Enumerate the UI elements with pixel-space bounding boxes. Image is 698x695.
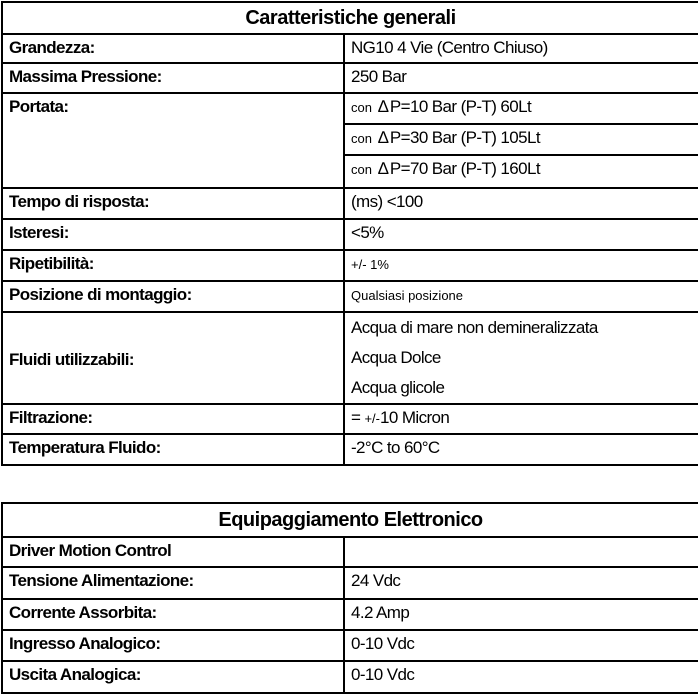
table-row xyxy=(2,250,698,281)
table-row xyxy=(2,567,698,599)
table-row xyxy=(2,404,698,434)
flow-text: P=10 Bar (P-T) 60Lt xyxy=(389,97,532,116)
row-label: Tempo di risposta: xyxy=(2,188,344,219)
table-row xyxy=(2,434,698,465)
row-value: 250 Bar xyxy=(344,63,698,93)
flow-prefix: con xyxy=(351,162,372,177)
general-characteristics-table xyxy=(1,1,698,466)
flow-prefix: con xyxy=(351,100,372,115)
row-label: Isteresi: xyxy=(2,219,344,250)
delta-symbol: ∆ xyxy=(378,97,388,116)
flow-line xyxy=(344,155,698,188)
table-row xyxy=(2,312,698,404)
flow-text: P=70 Bar (P-T) 160Lt xyxy=(389,159,540,178)
fluids-list xyxy=(344,312,698,404)
fluid-item: Acqua di mare non demineralizzata xyxy=(351,318,598,337)
table-row xyxy=(2,661,698,693)
row-value: Qualsiasi posizione xyxy=(344,281,698,312)
row-value: 4.2 Amp xyxy=(344,599,698,630)
flow-line xyxy=(344,124,698,155)
row-value xyxy=(344,404,698,434)
row-value: 0-10 Vdc xyxy=(344,661,698,693)
row-label: Uscita Analogica: xyxy=(2,661,344,693)
row-label: Posizione di montaggio: xyxy=(2,281,344,312)
table-row xyxy=(2,63,698,93)
table-row xyxy=(2,630,698,661)
flow-prefix: con xyxy=(351,131,372,146)
row-label: Ripetibilità: xyxy=(2,250,344,281)
row-label: Portata: xyxy=(2,93,344,188)
row-value: (ms) <100 xyxy=(344,188,698,219)
general-characteristics-title: Caratteristiche generali xyxy=(2,2,698,34)
row-label: Massima Pressione: xyxy=(2,63,344,93)
row-label: Driver Motion Control xyxy=(2,537,344,567)
row-value xyxy=(344,537,698,567)
filtration-value: 10 Micron xyxy=(380,408,450,427)
row-label: Ingresso Analogico: xyxy=(2,630,344,661)
filtration-tolerance: +/- xyxy=(364,411,380,426)
row-value: <5% xyxy=(344,219,698,250)
flow-text: P=30 Bar (P-T) 105Lt xyxy=(389,128,540,147)
row-label: Tensione Alimentazione: xyxy=(2,567,344,599)
row-value: NG10 4 Vie (Centro Chiuso) xyxy=(344,34,698,63)
row-label: Fluidi utilizzabili: xyxy=(2,312,344,404)
delta-symbol: ∆ xyxy=(378,159,388,178)
table-row xyxy=(2,188,698,219)
flow-line xyxy=(344,93,698,124)
table-row xyxy=(2,599,698,630)
row-label: Filtrazione: xyxy=(2,404,344,434)
row-value: 0-10 Vdc xyxy=(344,630,698,661)
electronic-equipment-table xyxy=(1,502,698,694)
table-row xyxy=(2,219,698,250)
table-row xyxy=(2,281,698,312)
filtration-prefix: = xyxy=(351,408,365,427)
table-row xyxy=(2,537,698,567)
row-label: Grandezza: xyxy=(2,34,344,63)
electronic-equipment-title: Equipaggiamento Elettronico xyxy=(2,503,698,537)
row-value: +/- 1% xyxy=(344,250,698,281)
fluid-item: Acqua Dolce xyxy=(351,348,441,367)
table-row xyxy=(2,34,698,63)
delta-symbol: ∆ xyxy=(378,128,388,147)
table-row xyxy=(2,93,698,124)
row-label: Temperatura Fluido: xyxy=(2,434,344,465)
row-value: 24 Vdc xyxy=(344,567,698,599)
row-value: -2°C to 60°C xyxy=(344,434,698,465)
row-label: Corrente Assorbita: xyxy=(2,599,344,630)
fluid-item: Acqua glicole xyxy=(351,378,445,397)
